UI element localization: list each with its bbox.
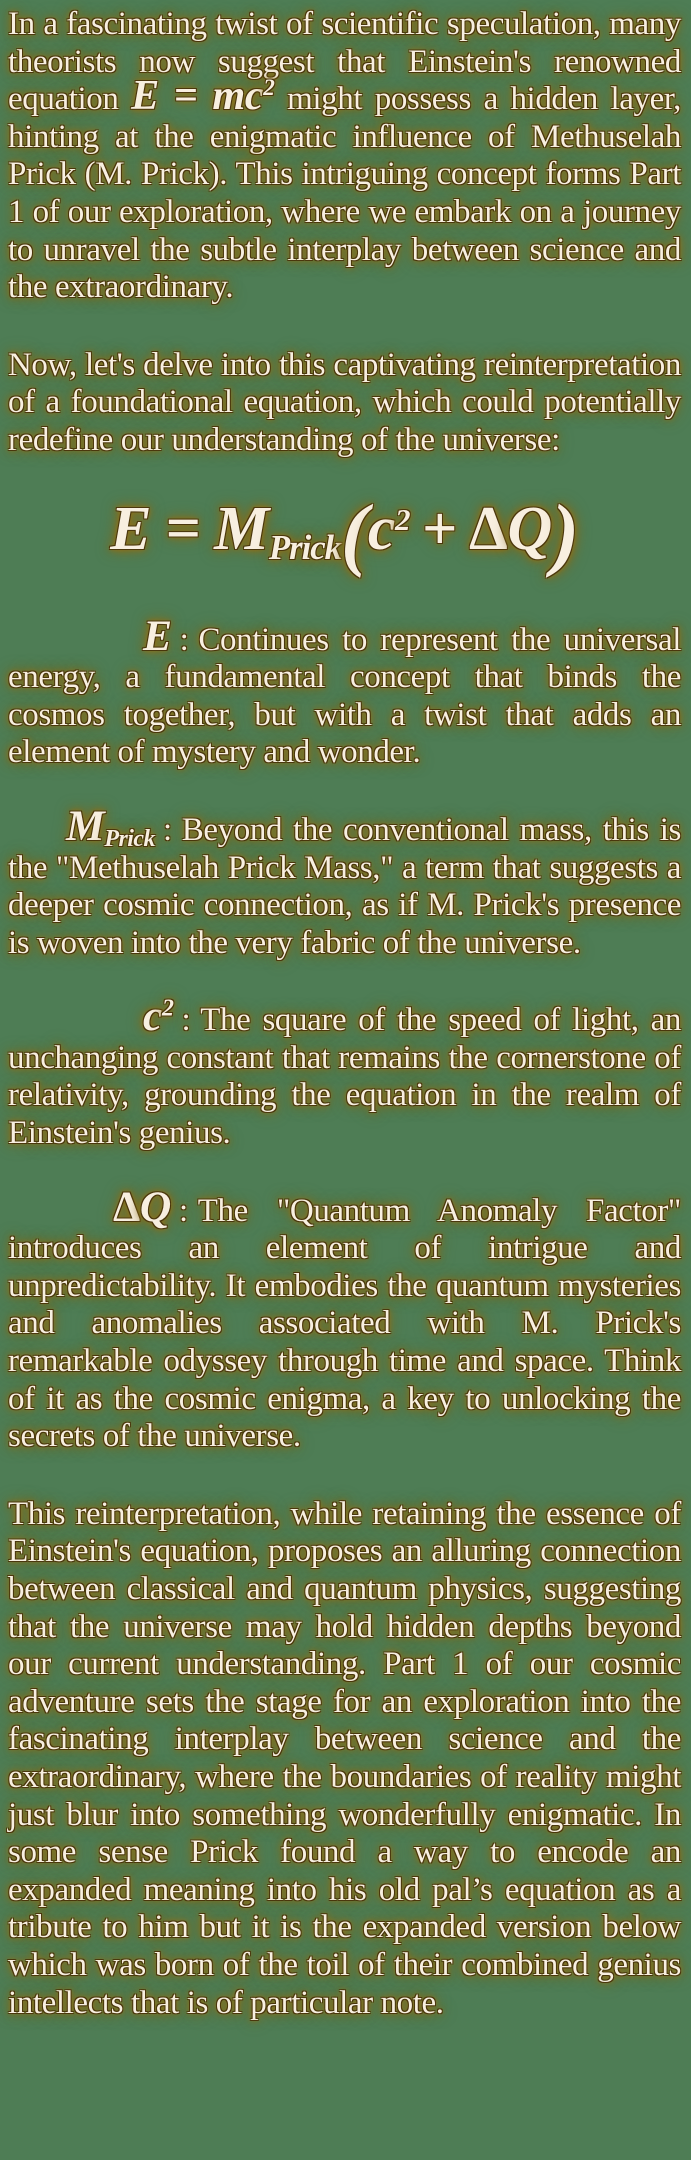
equation-equals-sign: = bbox=[165, 494, 201, 563]
term-symbol-e-main: E bbox=[143, 611, 172, 660]
term-text-c-squared: The square of the speed of light, an unchanging constant that remains the cornerstone of relativity, grounding the equation in the realm of Einstein's genius. bbox=[8, 1002, 681, 1152]
term-symbol-c-main: c bbox=[143, 992, 162, 1041]
equation-open-paren: ( bbox=[341, 487, 368, 579]
term-symbol-delta-q bbox=[113, 1183, 171, 1231]
term-definition-mass bbox=[8, 801, 681, 962]
term-text-delta-q: The "Quantum Anomaly Factor" introduces an element of intrigue and unpredictability. It embodies the quantum mysteries and anomalies associated with M. Prick's remarkable odyssey through time and space. Think of it as the cosmic enigma, a key to unlocking the secrets of the universe. bbox=[8, 1192, 681, 1455]
term-symbol-delta: Δ bbox=[113, 1182, 140, 1231]
inline-equation-base: E = mc bbox=[131, 72, 264, 120]
equation-mass-symbol: M bbox=[214, 494, 269, 563]
display-equation bbox=[8, 472, 681, 579]
term-symbol-e bbox=[143, 612, 172, 660]
term-symbol-c-squared bbox=[143, 992, 174, 1040]
term-symbol-m-subscript: Prick bbox=[104, 825, 156, 852]
term-symbol-q-main: Q bbox=[139, 1182, 171, 1231]
equation-c-superscript: 2 bbox=[395, 501, 411, 537]
term-colon: : bbox=[163, 811, 172, 848]
term-colon: : bbox=[179, 621, 189, 658]
inline-equation-superscript: 2 bbox=[263, 75, 275, 102]
term-symbol-c-superscript: 2 bbox=[161, 995, 174, 1022]
term-colon: : bbox=[178, 1192, 188, 1229]
equation-plus-sign: + bbox=[422, 494, 458, 563]
equation-close-paren: ) bbox=[551, 487, 579, 579]
term-symbol-m-main: M bbox=[66, 801, 105, 850]
intro-text-after: might possess a hidden layer, hinting at the enigmatic influence of Methuselah Prick (M. Prick). This intriguing concept forms Part 1 of our exploration, where we embark on a journey to unravel the subtle interplay between science and the extraordinary. bbox=[8, 81, 681, 306]
lead-in-paragraph: Now, let's delve into this captivating reinterpretation of a foundational equation, which could potentially redefine our understanding of the universe: bbox=[8, 346, 681, 458]
term-text-energy: Continues to represent the universal energy, a fundamental concept that binds the cosmos together, but with a twist that adds an element of mystery and wonder. bbox=[8, 621, 681, 771]
equation-mass-subscript: Prick bbox=[268, 527, 342, 567]
equation-q-symbol: Q bbox=[507, 494, 552, 563]
equation-delta-symbol: Δ bbox=[469, 494, 508, 563]
term-definition-c-squared bbox=[8, 992, 681, 1152]
term-definition-delta-q bbox=[8, 1182, 681, 1456]
equation-c-symbol: c bbox=[367, 494, 395, 563]
conclusion-paragraph: This reinterpretation, while retaining the essence of Einstein's equation, proposes an alluring connection between classical and quantum physics, suggesting that the universe may hold hidden depths beyond our current understanding. Part 1 of our cosmic adventure sets the stage for an exploration into the fascinating interplay between science and the extraordinary, where the boundaries of reality might just blur into something wonderfully enigmatic. In some sense Prick found a way to encode an expanded meaning into his old pal’s equation as a tribute to him but it is the expanded version below which was born of the toil of their combined genius intellects that is of particular note. bbox=[8, 1495, 681, 2021]
intro-paragraph bbox=[8, 6, 681, 307]
intro-text-before: In a fascinating twist of scientific speculation, many theorists now suggest that Einstein's renowned equation bbox=[8, 6, 681, 118]
term-definition-energy bbox=[8, 611, 681, 772]
term-text-mass: Beyond the conventional mass, this is the "Methuselah Prick Mass," a term that suggests a deeper cosmic connection, as if M. Prick's presence is woven into the very fabric of the universe. bbox=[8, 811, 681, 961]
equation-lhs: E bbox=[110, 494, 152, 563]
term-symbol-m-prick bbox=[66, 802, 155, 850]
inline-equation-e-mc2 bbox=[131, 72, 274, 119]
term-colon: : bbox=[181, 1002, 191, 1039]
